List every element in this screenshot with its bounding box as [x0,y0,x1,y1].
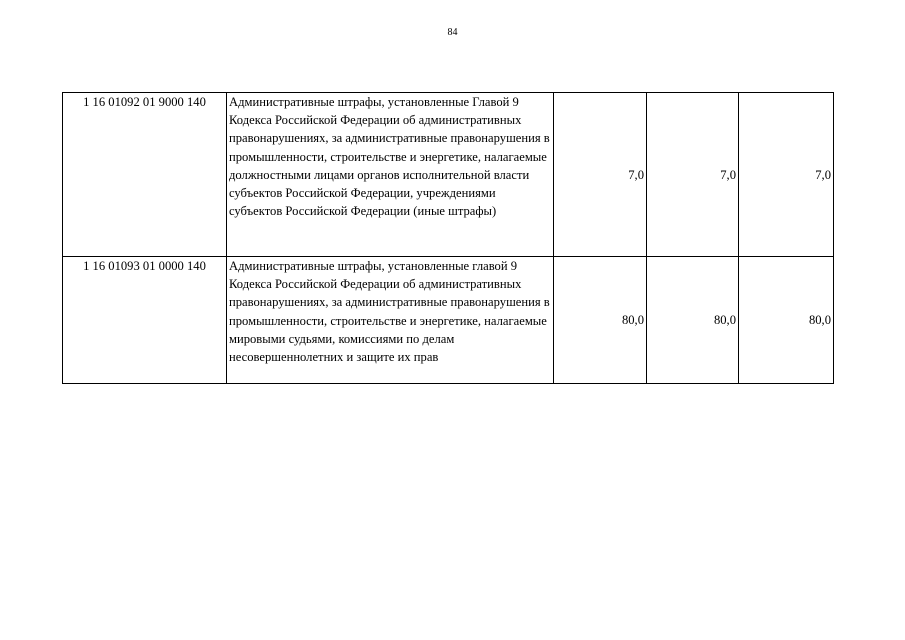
table-row [63,257,834,384]
budget-code-cell: 1 16 01092 01 9000 140 [63,93,227,257]
description-cell: Административные штрафы, установленные Главой 9 Кодекса Российской Федерации об административных правонарушениях, за административные правонарушения в промышленности, строительстве и энергетике, налагаемые должностными лицами органов исполнительной власти субъектов Российской Федерации, учреждениями субъектов Российской Федерации (иные штрафы) [227,93,554,257]
budget-table [62,92,834,384]
value-cell-2: 80,0 [647,257,739,384]
budget-code-cell: 1 16 01093 01 0000 140 [63,257,227,384]
value-cell-2: 7,0 [647,93,739,257]
description-cell: Административные штрафы, установленные главой 9 Кодекса Российской Федерации об административных правонарушениях, за административные правонарушения в промышленности, строительстве и энергетике, налагаемые мировыми судьями, комиссиями по делам несовершеннолетних и защите их прав [227,257,554,384]
value-cell-3: 7,0 [739,93,834,257]
value-cell-3: 80,0 [739,257,834,384]
value-cell-1: 80,0 [554,257,647,384]
page-number: 84 [447,27,458,38]
value-cell-1: 7,0 [554,93,647,257]
table-row [63,93,834,257]
